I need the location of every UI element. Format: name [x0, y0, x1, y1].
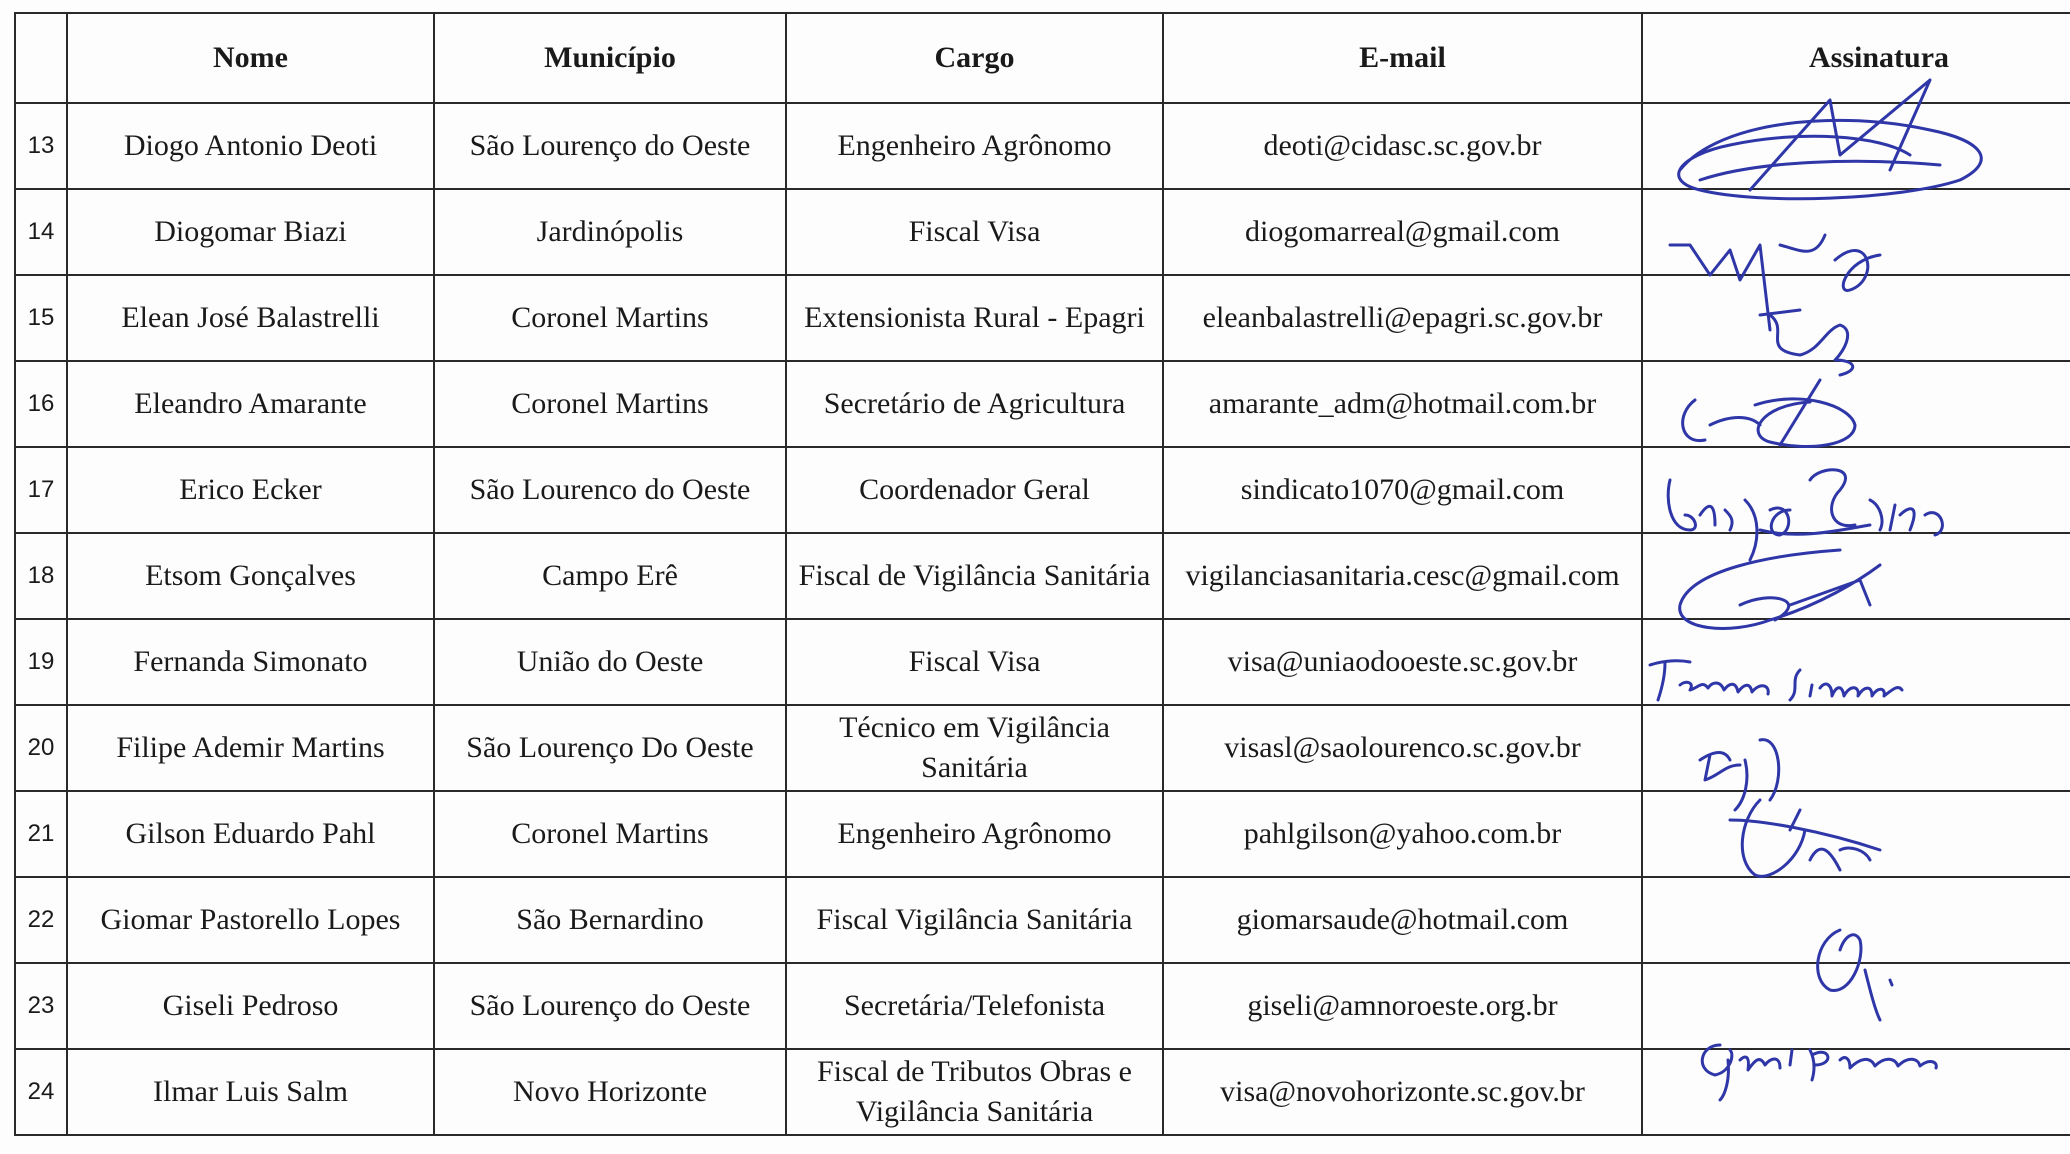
row-municipio: Jardinópolis [434, 189, 786, 275]
row-nome: Gilson Eduardo Pahl [67, 791, 434, 877]
table-row [15, 963, 2070, 1049]
row-signature-cell [1642, 361, 2070, 447]
row-email: visa@uniaodooeste.sc.gov.br [1163, 619, 1642, 705]
row-nome: Etsom Gonçalves [67, 533, 434, 619]
row-cargo: Fiscal Visa [786, 619, 1163, 705]
table-row [15, 877, 2070, 963]
row-cargo: Fiscal Visa [786, 189, 1163, 275]
header-email: E-mail [1163, 13, 1642, 103]
header-nome: Nome [67, 13, 434, 103]
row-municipio: Coronel Martins [434, 275, 786, 361]
row-signature-cell [1642, 791, 2070, 877]
row-cargo: Fiscal Vigilância Sanitária [786, 877, 1163, 963]
table-row [15, 1049, 2070, 1135]
row-cargo: Engenheiro Agrônomo [786, 103, 1163, 189]
row-number: 22 [15, 877, 67, 963]
row-signature-cell [1642, 705, 2070, 791]
row-cargo: Fiscal de Tributos Obras e Vigilância Sanitária [786, 1049, 1163, 1135]
row-number: 14 [15, 189, 67, 275]
row-email: diogomarreal@gmail.com [1163, 189, 1642, 275]
row-cargo: Secretário de Agricultura [786, 361, 1163, 447]
header-municipio: Município [434, 13, 786, 103]
row-nome: Erico Ecker [67, 447, 434, 533]
row-email: giseli@amnoroeste.org.br [1163, 963, 1642, 1049]
row-number: 23 [15, 963, 67, 1049]
row-municipio: São Lourenço do Oeste [434, 103, 786, 189]
row-cargo: Fiscal de Vigilância Sanitária [786, 533, 1163, 619]
row-municipio: Novo Horizonte [434, 1049, 786, 1135]
row-cargo: Secretária/Telefonista [786, 963, 1163, 1049]
row-nome: Eleandro Amarante [67, 361, 434, 447]
table-row [15, 361, 2070, 447]
row-number: 15 [15, 275, 67, 361]
table-row [15, 533, 2070, 619]
row-number: 21 [15, 791, 67, 877]
row-nome: Fernanda Simonato [67, 619, 434, 705]
row-municipio: União do Oeste [434, 619, 786, 705]
row-municipio: Campo Erê [434, 533, 786, 619]
row-email: amarante_adm@hotmail.com.br [1163, 361, 1642, 447]
row-municipio: São Lourenco do Oeste [434, 447, 786, 533]
row-signature-cell [1642, 963, 2070, 1049]
row-cargo: Coordenador Geral [786, 447, 1163, 533]
row-signature-cell [1642, 447, 2070, 533]
table-row [15, 275, 2070, 361]
row-email: sindicato1070@gmail.com [1163, 447, 1642, 533]
row-signature-cell [1642, 189, 2070, 275]
row-number: 17 [15, 447, 67, 533]
row-number: 18 [15, 533, 67, 619]
table-row [15, 705, 2070, 791]
header-number [15, 13, 67, 103]
row-signature-cell [1642, 877, 2070, 963]
row-nome: Giomar Pastorello Lopes [67, 877, 434, 963]
row-nome: Elean José Balastrelli [67, 275, 434, 361]
row-municipio: Coronel Martins [434, 791, 786, 877]
row-email: giomarsaude@hotmail.com [1163, 877, 1642, 963]
row-municipio: São Lourenço Do Oeste [434, 705, 786, 791]
table-row [15, 447, 2070, 533]
row-email: deoti@cidasc.sc.gov.br [1163, 103, 1642, 189]
table-row [15, 103, 2070, 189]
row-number: 16 [15, 361, 67, 447]
row-signature-cell [1642, 533, 2070, 619]
row-signature-cell [1642, 103, 2070, 189]
row-number: 19 [15, 619, 67, 705]
row-nome: Filipe Ademir Martins [67, 705, 434, 791]
row-email: visasl@saolourenco.sc.gov.br [1163, 705, 1642, 791]
row-municipio: São Bernardino [434, 877, 786, 963]
row-municipio: Coronel Martins [434, 361, 786, 447]
row-nome: Diogo Antonio Deoti [67, 103, 434, 189]
attendance-table [14, 12, 2070, 1136]
header-row [15, 13, 2070, 103]
row-email: visa@novohorizonte.sc.gov.br [1163, 1049, 1642, 1135]
row-nome: Diogomar Biazi [67, 189, 434, 275]
row-nome: Ilmar Luis Salm [67, 1049, 434, 1135]
row-signature-cell [1642, 619, 2070, 705]
row-signature-cell [1642, 275, 2070, 361]
table-row [15, 619, 2070, 705]
row-nome: Giseli Pedroso [67, 963, 434, 1049]
row-cargo: Técnico em Vigilância Sanitária [786, 705, 1163, 791]
row-municipio: São Lourenço do Oeste [434, 963, 786, 1049]
row-email: vigilanciasanitaria.cesc@gmail.com [1163, 533, 1642, 619]
row-number: 13 [15, 103, 67, 189]
row-email: pahlgilson@yahoo.com.br [1163, 791, 1642, 877]
row-cargo: Extensionista Rural - Epagri [786, 275, 1163, 361]
header-assinatura: Assinatura [1642, 13, 2070, 103]
row-signature-cell [1642, 1049, 2070, 1135]
row-cargo: Engenheiro Agrônomo [786, 791, 1163, 877]
row-number: 20 [15, 705, 67, 791]
row-number: 24 [15, 1049, 67, 1135]
row-email: eleanbalastrelli@epagri.sc.gov.br [1163, 275, 1642, 361]
table-row [15, 189, 2070, 275]
header-cargo: Cargo [786, 13, 1163, 103]
table-row [15, 791, 2070, 877]
